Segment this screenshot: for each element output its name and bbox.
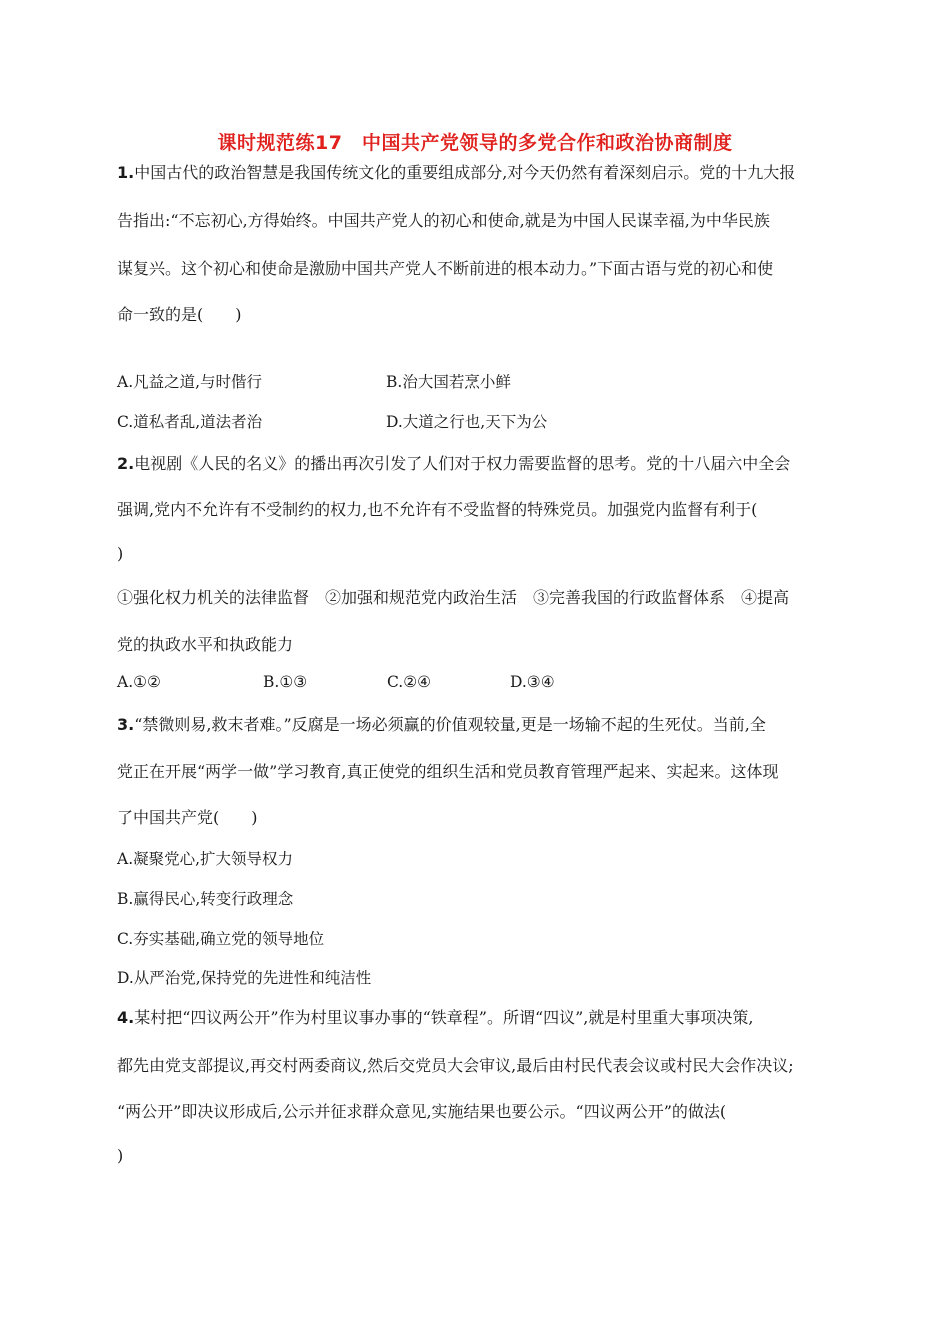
question-2-line-4: ①强化权力机关的法律监督 ②加强和规范党内政治生活 ③完善我国的行政监督体系 ④提高 bbox=[117, 588, 790, 607]
question-1-number: 1. bbox=[117, 163, 135, 182]
question-1-text: 中国古代的政治智慧是我国传统文化的重要组成部分,对今天仍然有着深刻启示。党的十九大报 bbox=[134, 163, 796, 182]
question-1-line-3: 谋复兴。这个初心和使命是激励中国共产党人不断前进的根本动力。”下面古语与党的初心和使 bbox=[117, 259, 774, 278]
question-1-line-4: 命一致的是( ) bbox=[117, 305, 242, 324]
question-1-line-1 bbox=[117, 160, 795, 183]
page-title: 课时规范练17 中国共产党领导的多党合作和政治协商制度 bbox=[217, 132, 733, 154]
question-3-option-d: D.从严治党,保持党的先进性和纯洁性 bbox=[117, 969, 372, 987]
question-4-line-2: 都先由党支部提议,再交村两委商议,然后交党员大会审议,最后由村民代表会议或村民大会作决议; bbox=[117, 1056, 794, 1075]
question-2-line-3: ) bbox=[117, 544, 124, 563]
question-3-option-a: A.凝聚党心,扩大领导权力 bbox=[117, 850, 294, 868]
question-3-text: “禁微则易,救末者难。”反腐是一场必须赢的价值观较量,更是一场输不起的生死仗。当前,全 bbox=[134, 715, 766, 734]
question-3-line-3: 了中国共产党( ) bbox=[117, 808, 258, 827]
question-4-line-3: “两公开”即决议形成后,公示并征求群众意见,实施结果也要公示。“四议两公开”的做法( bbox=[117, 1102, 727, 1121]
question-3-number: 3. bbox=[117, 715, 135, 734]
question-4-text: 某村把“四议两公开”作为村里议事办事的“铁章程”。所谓“四议”,就是村里重大事项决策, bbox=[134, 1008, 754, 1027]
question-4-line-4: ) bbox=[117, 1146, 124, 1165]
question-3-option-b: B.赢得民心,转变行政理念 bbox=[117, 890, 294, 908]
question-2-number: 2. bbox=[117, 454, 135, 473]
question-2-option-b: B.①③ bbox=[263, 673, 308, 691]
question-3-line-2: 党正在开展“两学一做”学习教育,真正使党的组织生活和党员教育管理严起来、实起来。这体现 bbox=[117, 762, 779, 781]
question-4-line-1 bbox=[117, 1005, 753, 1028]
question-1-option-b: B.治大国若烹小鲜 bbox=[386, 373, 511, 391]
question-1-line-2: 告指出:“不忘初心,方得始终。中国共产党人的初心和使命,就是为中国人民谋幸福,为中华民族 bbox=[117, 211, 770, 230]
question-2-option-a: A.①② bbox=[117, 673, 161, 691]
question-3-line-1 bbox=[117, 712, 766, 735]
question-1-option-c: C.道私者乱,道法者治 bbox=[117, 413, 263, 431]
question-2-option-c: C.②④ bbox=[387, 673, 432, 691]
question-1-option-a: A.凡益之道,与时偕行 bbox=[117, 373, 263, 391]
question-2-option-d: D.③④ bbox=[510, 673, 555, 691]
question-2-line-2: 强调,党内不允许有不受制约的权力,也不允许有不受监督的特殊党员。加强党内监督有利于( bbox=[117, 500, 758, 519]
question-2-text: 电视剧《人民的名义》的播出再次引发了人们对于权力需要监督的思考。党的十八届六中全会 bbox=[134, 454, 791, 473]
question-3-option-c: C.夯实基础,确立党的领导地位 bbox=[117, 930, 325, 948]
question-4-number: 4. bbox=[117, 1008, 135, 1027]
question-2-line-5: 党的执政水平和执政能力 bbox=[117, 635, 294, 654]
question-1-option-d: D.大道之行也,天下为公 bbox=[386, 413, 548, 431]
question-2-line-1 bbox=[117, 451, 790, 474]
